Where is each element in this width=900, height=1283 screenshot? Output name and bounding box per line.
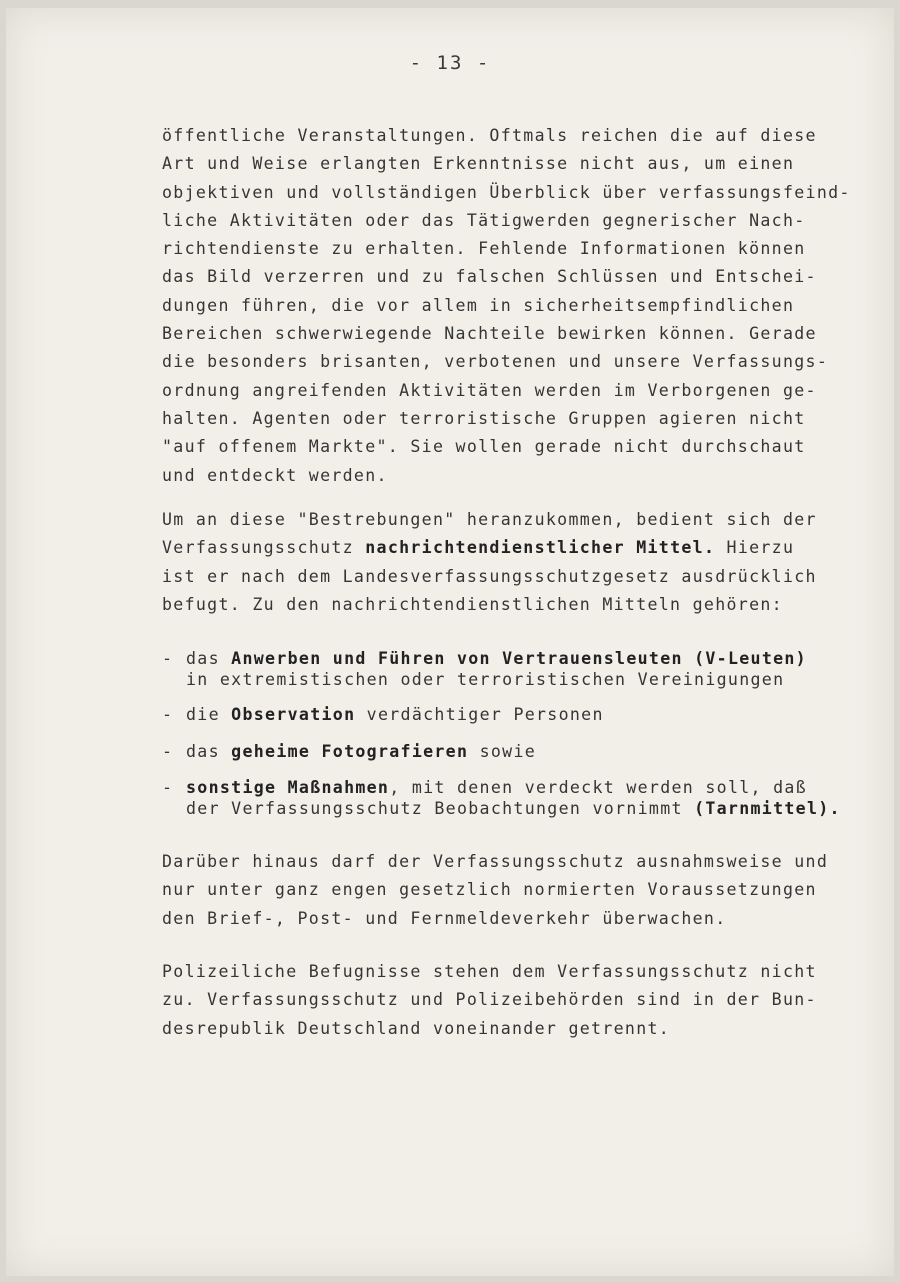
text-line bbox=[186, 798, 841, 819]
text-line bbox=[186, 741, 536, 762]
text-line: objektiven und vollständigen Überblick über verfassungsfeind- bbox=[162, 182, 851, 202]
bold-term: Anwerben und Führen von Vertrauensleuten (V-Leuten) bbox=[231, 649, 807, 668]
text-line: desrepublik Deutschland voneinander getrennt. bbox=[162, 1018, 671, 1038]
paragraph-police bbox=[162, 958, 862, 1043]
text-line: "auf offenem Markte". Sie wollen gerade nicht durchschaut bbox=[162, 437, 806, 457]
text-line: zu. Verfassungsschutz und Polizeibehörden sind in der Bun- bbox=[162, 990, 817, 1010]
text-line: und entdeckt werden. bbox=[162, 465, 388, 485]
text-span: das bbox=[186, 649, 232, 668]
text-line: befugt. Zu den nachrichtendienstlichen Mitteln gehören: bbox=[162, 594, 783, 614]
list-dash: - bbox=[162, 649, 174, 668]
text-span: der Verfassungsschutz Beobachtungen vornimmt bbox=[186, 799, 695, 818]
text-line: Art und Weise erlangten Erkenntnisse nicht aus, um einen bbox=[162, 154, 795, 174]
text-line: Bereichen schwerwiegende Nachteile bewirken können. Gerade bbox=[162, 324, 817, 344]
document-page bbox=[6, 8, 894, 1276]
text-line bbox=[186, 704, 604, 725]
text-line: liche Aktivitäten oder das Tätigwerden gegnerischer Nach- bbox=[162, 210, 806, 230]
text-span: sowie bbox=[468, 742, 537, 761]
bold-term: (Tarnmittel). bbox=[694, 799, 841, 818]
bold-term: Observation bbox=[231, 705, 356, 724]
text-span: verdächtiger Personen bbox=[355, 705, 604, 724]
text-line: Darüber hinaus darf der Verfassungsschutz ausnahmsweise und bbox=[162, 852, 829, 871]
text-line: richtendienste zu erhalten. Fehlende Informationen können bbox=[162, 239, 806, 259]
text-line bbox=[186, 648, 807, 669]
paragraph-postal bbox=[162, 848, 862, 933]
bold-term: geheime Fotografieren bbox=[231, 742, 469, 761]
text-span: Verfassungsschutz bbox=[162, 538, 366, 558]
text-span: Hierzu bbox=[715, 538, 795, 558]
bold-term: nachrichtendienstlicher Mittel. bbox=[365, 538, 716, 558]
text-line: halten. Agenten oder terroristische Gruppen agieren nicht bbox=[162, 408, 806, 428]
paragraph-means bbox=[162, 506, 862, 619]
list-dash: - bbox=[162, 705, 174, 724]
text-line: dungen führen, die vor allem in sicherheitsempfindlichen bbox=[162, 295, 795, 315]
text-line bbox=[162, 534, 862, 562]
paragraph-intro bbox=[162, 122, 862, 490]
text-line: die besonders brisanten, verbotenen und unsere Verfassungs- bbox=[162, 352, 829, 372]
text-span: , mit denen verdeckt werden soll, daß bbox=[389, 778, 807, 797]
text-line: öffentliche Veranstaltungen. Oftmals reichen die auf diese bbox=[162, 126, 817, 145]
list-dash: - bbox=[162, 742, 174, 761]
page-number: - 13 - bbox=[409, 52, 491, 74]
text-span: die bbox=[186, 705, 232, 724]
text-line: in extremistischen oder terroristischen Vereinigungen bbox=[186, 670, 785, 689]
text-line: Um an diese "Bestrebungen" heranzukommen, bedient sich der bbox=[162, 510, 817, 529]
text-line: Polizeiliche Befugnisse stehen dem Verfassungsschutz nicht bbox=[162, 962, 817, 981]
bold-term: sonstige Maßnahmen bbox=[186, 778, 390, 797]
text-line: ordnung angreifenden Aktivitäten werden im Verborgenen ge- bbox=[162, 380, 817, 400]
text-line: ist er nach dem Landesverfassungsschutzgesetz ausdrücklich bbox=[162, 566, 817, 586]
text-line: das Bild verzerren und zu falschen Schlüssen und Entschei- bbox=[162, 267, 817, 287]
text-line: den Brief-, Post- und Fernmeldeverkehr überwachen. bbox=[162, 908, 727, 928]
text-line: nur unter ganz engen gesetzlich normierten Voraussetzungen bbox=[162, 880, 817, 900]
text-line bbox=[186, 777, 841, 798]
text-span: das bbox=[186, 742, 232, 761]
list-dash: - bbox=[162, 778, 174, 797]
